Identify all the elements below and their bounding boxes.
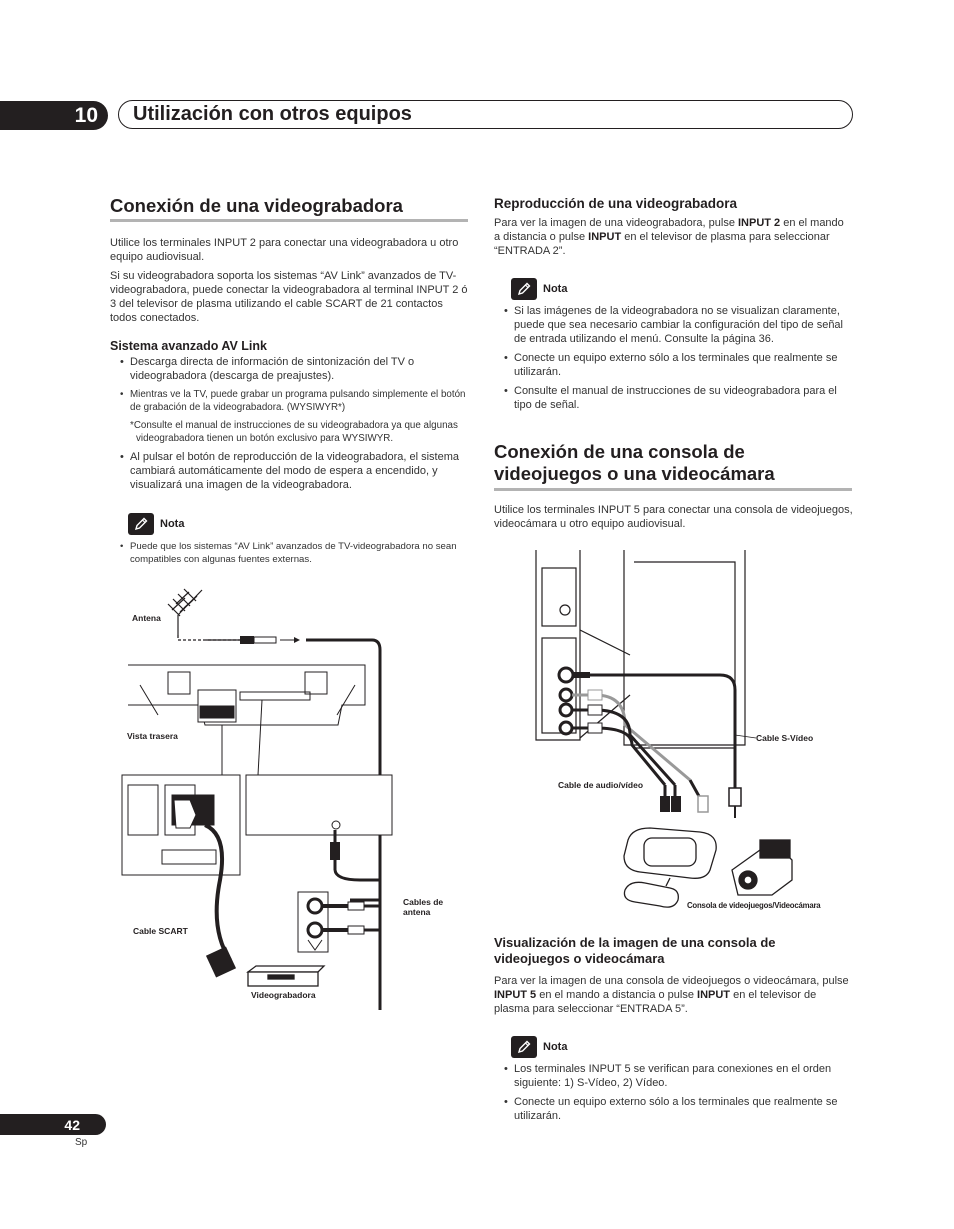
nota-heading-left bbox=[128, 513, 184, 535]
note-pencil-icon bbox=[128, 513, 154, 535]
section-rule bbox=[110, 219, 468, 222]
vis-text-a: Para ver la imagen de una consola de videojuegos o videocámara, pulse bbox=[494, 975, 849, 987]
nota-label: Nota bbox=[543, 1041, 568, 1053]
page-number: 42 bbox=[0, 1114, 106, 1135]
avlink-item: • Mientras ve la TV, puede grabar un programa pulsando simplemente el botón de grabación de la videograbadora. (WYSIWYR*) bbox=[110, 388, 470, 414]
antenna-icon bbox=[168, 589, 202, 635]
vcr-diagram-graphic bbox=[110, 580, 490, 1010]
consola-intro: Utilice los terminales INPUT 5 para conectar una consola de videojuegos, videocámara u otro equipo audiovisual. bbox=[494, 504, 853, 530]
label-videograbadora: Videograbadora bbox=[251, 990, 316, 1000]
label-antena: Antena bbox=[132, 613, 161, 623]
camcorder-icon bbox=[732, 840, 792, 895]
label-consola: Consola de videojuegos/Videocámara bbox=[687, 901, 821, 910]
vis-text-c: en el televisor de plasma para seleccionar “ENTRADA 5”. bbox=[494, 989, 817, 1015]
label-cable-scart: Cable SCART bbox=[133, 926, 188, 936]
label-cable-svideo: Cable S-Vídeo bbox=[756, 733, 814, 743]
nota-heading-right-2 bbox=[511, 1036, 567, 1058]
nota-item: • Conecte un equipo externo sólo a los terminales que realmente se utilizarán. bbox=[494, 351, 854, 379]
console-connection-diagram bbox=[520, 550, 860, 930]
avlink-list bbox=[110, 355, 470, 497]
nota-list-left bbox=[110, 540, 470, 571]
note-pencil-icon bbox=[511, 1036, 537, 1058]
input-button-label: INPUT bbox=[588, 231, 622, 243]
avlink-item: • Descarga directa de información de sintonización del TV o videograbadora (descarga de preajustes). bbox=[110, 355, 470, 383]
nota-label: Nota bbox=[160, 518, 185, 530]
repro-text-a: Para ver la imagen de una videograbadora, pulse bbox=[494, 217, 738, 229]
section-title-consola: Conexión de una consola de videojuegos o una videocámara bbox=[494, 441, 775, 484]
repro-heading: Reproducción de una videograbadora bbox=[494, 196, 738, 211]
nota-list-right-2 bbox=[494, 1062, 854, 1128]
repro-text bbox=[494, 216, 852, 258]
language-code: Sp bbox=[75, 1137, 88, 1148]
nota-item: • Puede que los sistemas “AV Link” avanzados de TV-videograbadora no sean compatibles con algunas fuentes externas. bbox=[110, 540, 470, 566]
section-title-vcr: Conexión de una videograbadora bbox=[110, 195, 403, 216]
nota-item: • Consulte el manual de instrucciones de su videograbadora para el tipo de señal. bbox=[494, 384, 854, 412]
input-button-label: INPUT bbox=[697, 989, 731, 1001]
input2-button-label: INPUT 2 bbox=[738, 217, 781, 229]
repro-text-c: en el televisor de plasma para seleccionar “ENTRADA 2”. bbox=[494, 231, 830, 257]
nota-heading-right-1 bbox=[511, 278, 567, 300]
label-cable-av: Cable de audio/vídeo bbox=[558, 780, 644, 790]
chapter-number-tab: 10 bbox=[0, 101, 108, 130]
vcr-intro bbox=[110, 236, 470, 330]
vcr-icon bbox=[248, 966, 324, 986]
note-pencil-icon bbox=[511, 278, 537, 300]
nota-list-right-1 bbox=[494, 304, 854, 417]
vcr-intro-p2: Si su videograbadora soporta los sistemas “AV Link” avanzados de TV-videograbadora, puede conectar la videograbadora al terminal INPUT 2 ó 3 del televisor de plasma utilizando el cable SCART de 21 contactos todos conectados. bbox=[110, 270, 468, 324]
label-cables-antena: Cables de antena bbox=[403, 897, 444, 917]
avlink-footnote: *Consulte el manual de instrucciones de su videograbadora ya que algunas videograbadora tienen un botón exclusivo para WYSIWYR. bbox=[130, 420, 458, 444]
tv-rear-panel bbox=[128, 665, 365, 725]
avlink-item: • Al pulsar el botón de reproducción de la videograbadora, el sistema cambiará automáticamente del modo de espera a encendido, y visualizará una imagen de la videograbadora. bbox=[110, 450, 470, 492]
repro-text-b: en el mando a distancia o pulse bbox=[494, 217, 844, 243]
vis-heading: Visualización de la imagen de una consola de videojuegos o videocámara bbox=[494, 935, 776, 966]
nota-item: • Conecte un equipo externo sólo a los terminales que realmente se utilizarán. bbox=[494, 1095, 854, 1123]
label-vista-trasera: Vista trasera bbox=[127, 731, 178, 741]
input5-button-label: INPUT 5 bbox=[494, 989, 537, 1001]
vcr-intro-p1: Utilice los terminales INPUT 2 para conectar una videograbadora u otro equipo audiovisual. bbox=[110, 237, 459, 263]
nota-item: • Si las imágenes de la videograbadora no se visualizan claramente, puede que sea necesario cambiar la configuración del tipo de señal de entrada utilizando el menú. Consulte la página 36. bbox=[494, 304, 854, 346]
nota-item: • Los terminales INPUT 5 se verifican para conexiones en el orden siguiente: 1) S-Vídeo, 2) Vídeo. bbox=[494, 1062, 854, 1090]
chapter-title: Utilización con otros equipos bbox=[133, 103, 412, 125]
section-rule bbox=[494, 488, 852, 491]
game-console-icon bbox=[624, 828, 716, 907]
vis-text-b: en el mando a distancia o pulse bbox=[536, 989, 698, 1001]
avlink-heading: Sistema avanzado AV Link bbox=[110, 339, 267, 353]
vis-text bbox=[494, 974, 854, 1016]
chapter-title-bar bbox=[118, 100, 853, 129]
vcr-connection-diagram bbox=[110, 580, 490, 1010]
nota-label: Nota bbox=[543, 283, 568, 295]
